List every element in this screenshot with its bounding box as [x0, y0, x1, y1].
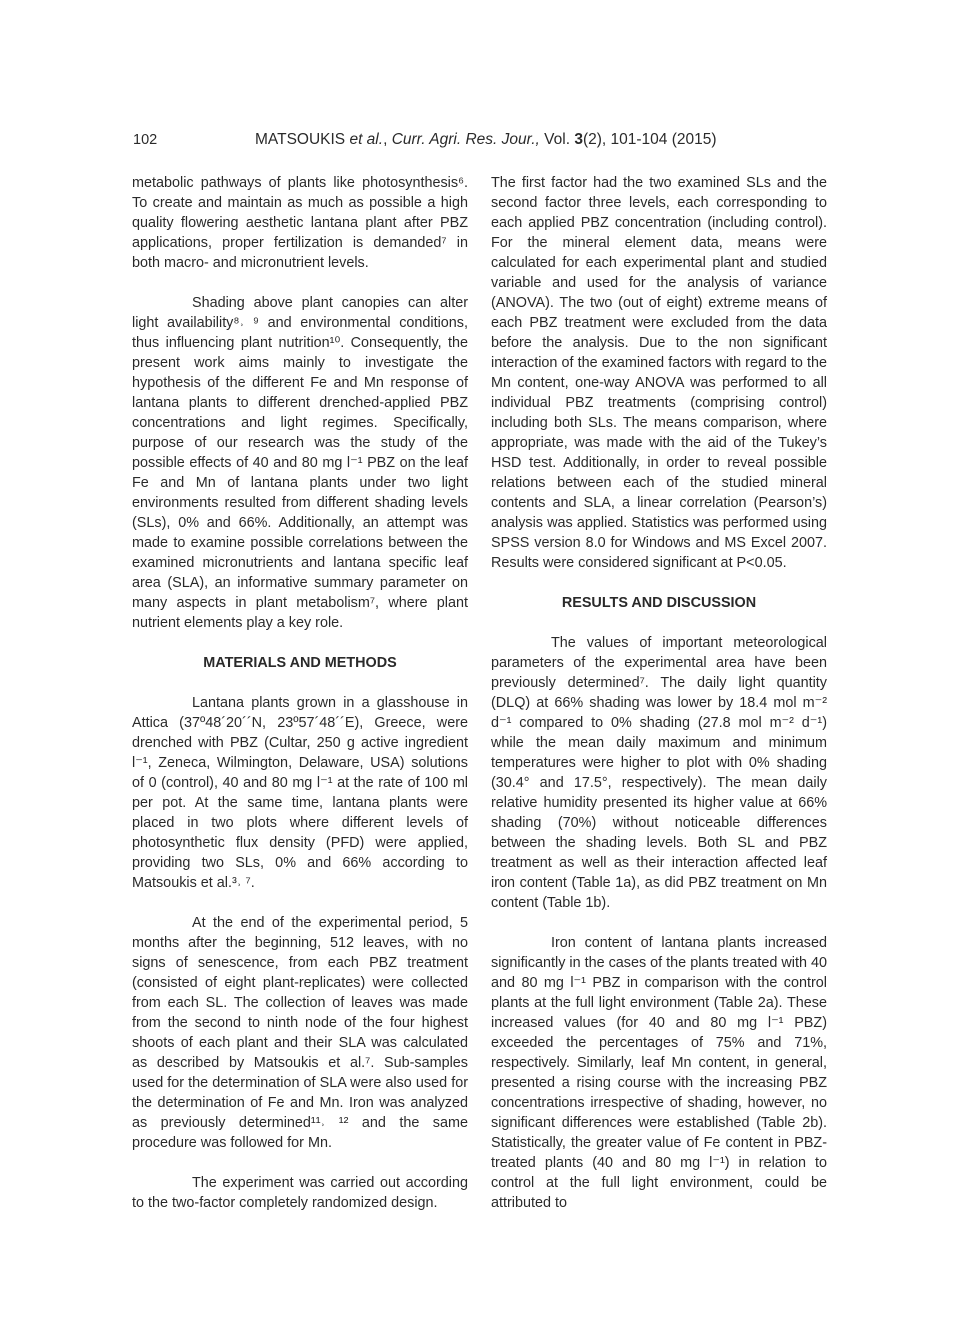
paragraph-sampling: At the end of the experimental period, 5 months after the beginning, 512 leaves, with no signs of senescence, from each PBZ treatment (consisted of eight plant-replicates) were collected from each SL. The collection of leaves was made from the second to ninth node of the four highest shoots of each plant and their SLA was calculated as described by Matsoukis et al.⁷. Sub-samples used for the determination of SLA were also used for the determination of Fe and Mn. Iron was analyzed as previously determined¹¹˒ ¹² and the same procedure was followed for Mn.: [132, 915, 468, 1151]
volume-number: 3: [574, 131, 583, 148]
section-heading-methods: MATERIALS AND METHODS: [203, 655, 397, 671]
journal-name: Curr. Agri. Res. Jour.,: [391, 131, 540, 148]
issue-pages-year: (2), 101-104 (2015): [582, 131, 717, 148]
paragraph-continuation: metabolic pathways of plants like photosynthesis⁶. To create and maintain as much as possible a high quality flowering aesthetic lantana plant after PBZ applications, proper fertilization is demanded⁷ in both macro- and micronutrient levels.: [132, 175, 468, 271]
volume-label: Vol.: [544, 131, 571, 148]
left-column: [132, 173, 468, 1213]
paragraph-meteorology: The values of important meteorological parameters of the experimental area have been previously determined⁷. The daily light quantity (DLQ) at 66% shading was lower by 18.4 mol m⁻² d⁻¹ compared to 0% shading (27.8 mol m⁻² d⁻¹) while the mean daily maximum and minimum temperatures were higher to plot with 0% shading (30.4° and 17.5°, respectively). The mean daily relative humidity presented its higher value at 66% shading (70%) without noticeable differences between the shading levels. Both SL and PBZ treatment as well as their interaction affected leaf iron content (Table 1a), as did PBZ treatment on Mn content (Table 1b).: [491, 635, 827, 911]
right-column: [491, 173, 827, 1213]
page-number: 102: [133, 132, 158, 148]
paragraph-plants: Lantana plants grown in a glasshouse in Attica (37º48´20´´N, 23º57´48´´E), Greece, were drenched with PBZ (Cultar, 250 g active ingredient l⁻¹, Zeneca, Wilmington, Delaware, USA) solutions of 0 (control), 40 and 80 mg l⁻¹ at the rate of 100 ml per pot. At the same time, lantana plants were placed in two plots where different levels of photosynthetic flux density (PFD) were applied, providing two SLs, 0% and 66% according to Matsoukis et al.³˒ ⁷.: [132, 695, 468, 891]
paragraph-iron-content: Iron content of lantana plants increased significantly in the cases of the plants treated with 40 and 80 mg l⁻¹ PBZ in comparison with the control plants at the full light environment (Table 2a). These increased values (for 40 and 80 mg l⁻¹ PBZ) exceeded the percentages of 75% and 71%, respectively. Similarly, leaf Mn content, in general, presented a rising course with the increasing PBZ concentrations irrespective of shading, however, no significant differences were established (Table 2b). Statistically, the greater value of Fe content in PBZ-treated plants (40 and 80 mg l⁻¹) in relation to control at the full light environment, could be attributed to: [491, 935, 827, 1211]
et-al: et al.: [349, 131, 384, 148]
author-name: MATSOUKIS: [255, 131, 346, 148]
paragraph-shading: Shading above plant canopies can alter light availability⁸˒ ⁹ and environmental conditions, thus influencing plant nutrition¹⁰. Consequently, the present work aims mainly to investigate the hypothesis of the different Fe and Mn response of lantana plants to different drenched-applied PBZ concentrations and light regimes. Specifically, purpose of our research was the study of the possible effects of 40 and 80 mg l⁻¹ PBZ on the leaf Fe and Mn of lantana plants under two light environments resulted from different shading levels (SLs), 0% and 66%. Additionally, an attempt was made to examine possible correlations between the examined micronutrients and lantana specific leaf area (SLA), an informative summary parameter on many aspects in plant metabolism⁷, where plant nutrient elements play a key role.: [132, 295, 468, 631]
running-header: [133, 128, 828, 152]
paragraph-design: The experiment was carried out according to the two-factor completely randomized design.: [132, 1175, 468, 1211]
running-head-citation: MATSOUKIS et al., Curr. Agri. Res. Jour., Vol. 3(2), 101-104 (2015): [255, 131, 717, 148]
paragraph-statistics: The first factor had the two examined SLs and the second factor three levels, each corresponding to each applied PBZ concentration (including control). For the mineral element data, means were calculated for each experimental plant and studied variable and used for the analysis of variance (ANOVA). The two (out of eight) extreme means of each PBZ treatment were excluded from the data before the analysis. Due to the non significant interaction of the examined factors with regard to the Mn content, one-way ANOVA was performed to all individual PBZ treatments (comprising control) including both SLs. The means comparison, where appropriate, was made with the aid of the Tukey’s HSD test. Additionally, in order to reveal possible relations between each of the studied mineral contents and SLA, a linear correlation (Pearson’s) analysis was applied. Statistics was performed using SPSS version 8.0 for Windows and MS Excel 2007. Results were considered significant at P<0.05.: [491, 175, 827, 571]
section-heading-results: RESULTS AND DISCUSSION: [561, 595, 757, 611]
